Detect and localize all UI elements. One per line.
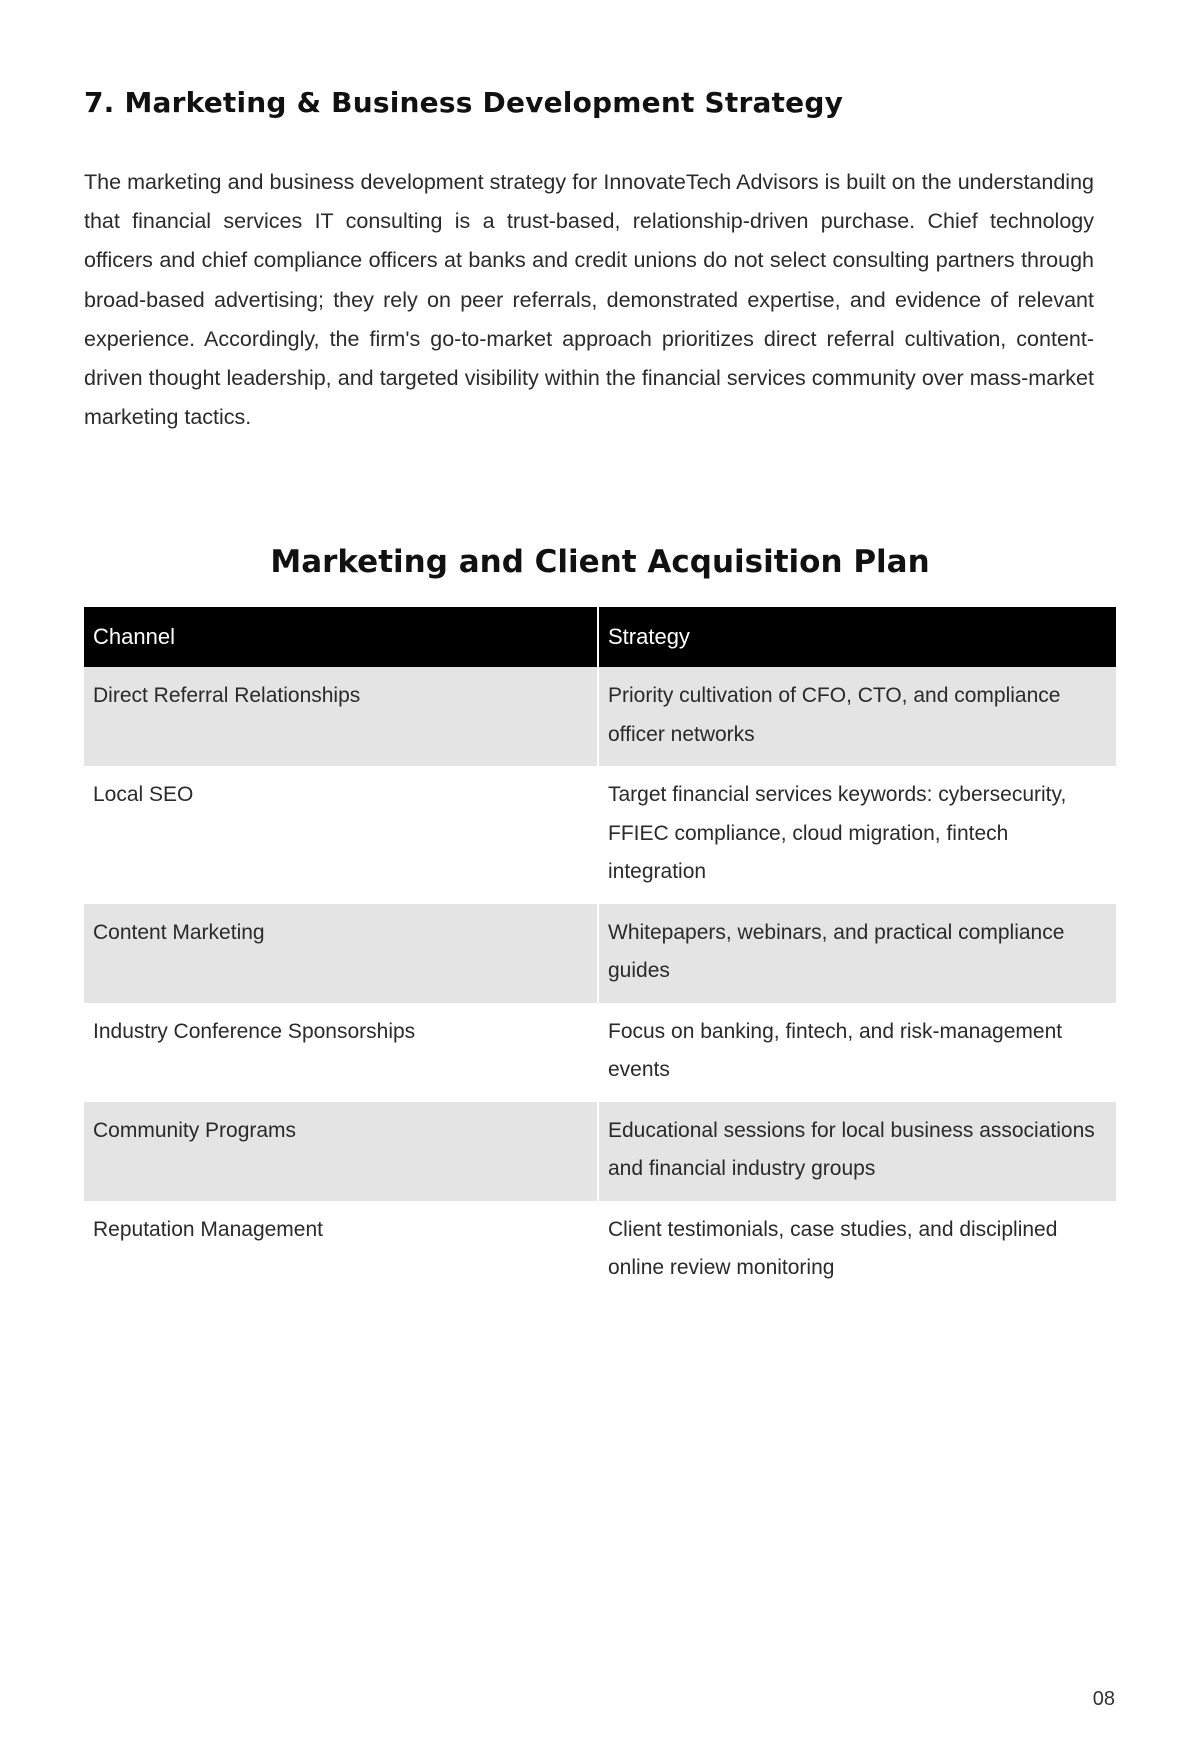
table-row: [84, 1102, 1116, 1201]
table-row: [84, 667, 1116, 766]
channel-cell: Community Programs: [84, 1102, 598, 1201]
table-row: [84, 1201, 1116, 1300]
column-header-strategy: Strategy: [598, 607, 1116, 667]
table-row: [84, 766, 1116, 904]
channel-cell: Direct Referral Relationships: [84, 667, 598, 766]
strategy-cell: Focus on banking, fintech, and risk-management events: [598, 1003, 1116, 1102]
strategy-cell: Client testimonials, case studies, and disciplined online review monitoring: [598, 1201, 1116, 1300]
channel-cell: Industry Conference Sponsorships: [93, 1019, 416, 1043]
intro-paragraph: The marketing and business development strategy for InnovateTech Advisors is built on the understanding that financial services IT consulting is a trust-based, relationship-driven purchase. Chief technology officers and chief compliance officers at banks and credit unions do not select consulting partners through broad-based advertising; they rely on peer referrals, demonstrated expertise, and evidence of relevant experience. Accordingly, the firm's go-to-market approach prioritizes direct referral cultivation, content-driven thought leadership, and targeted visibility within the financial services community over mass-market marketing tactics.: [84, 170, 1094, 430]
strategy-cell: Whitepapers, webinars, and practical compliance guides: [598, 904, 1116, 1003]
channel-cell: Reputation Management: [93, 1217, 323, 1241]
strategy-cell: Target financial services keywords: cybersecurity, FFIEC compliance, cloud migration, fintech integration: [598, 766, 1116, 904]
page-number: 08: [1092, 1688, 1115, 1710]
table-title: Marketing and Client Acquisition Plan: [270, 544, 930, 580]
section-title: 7. Marketing & Business Development Strategy: [84, 86, 844, 119]
column-header-channel: Channel: [84, 607, 598, 667]
table-row: [84, 1003, 1116, 1102]
channel-cell: Content Marketing: [84, 904, 598, 1003]
strategy-cell: Educational sessions for local business associations and financial industry groups: [598, 1102, 1116, 1201]
marketing-plan-table: [84, 607, 1116, 1300]
channel-cell: Local SEO: [93, 783, 194, 806]
table-header-row: [84, 607, 1116, 667]
strategy-cell: Priority cultivation of CFO, CTO, and compliance officer networks: [598, 667, 1116, 766]
table-row: [84, 904, 1116, 1003]
